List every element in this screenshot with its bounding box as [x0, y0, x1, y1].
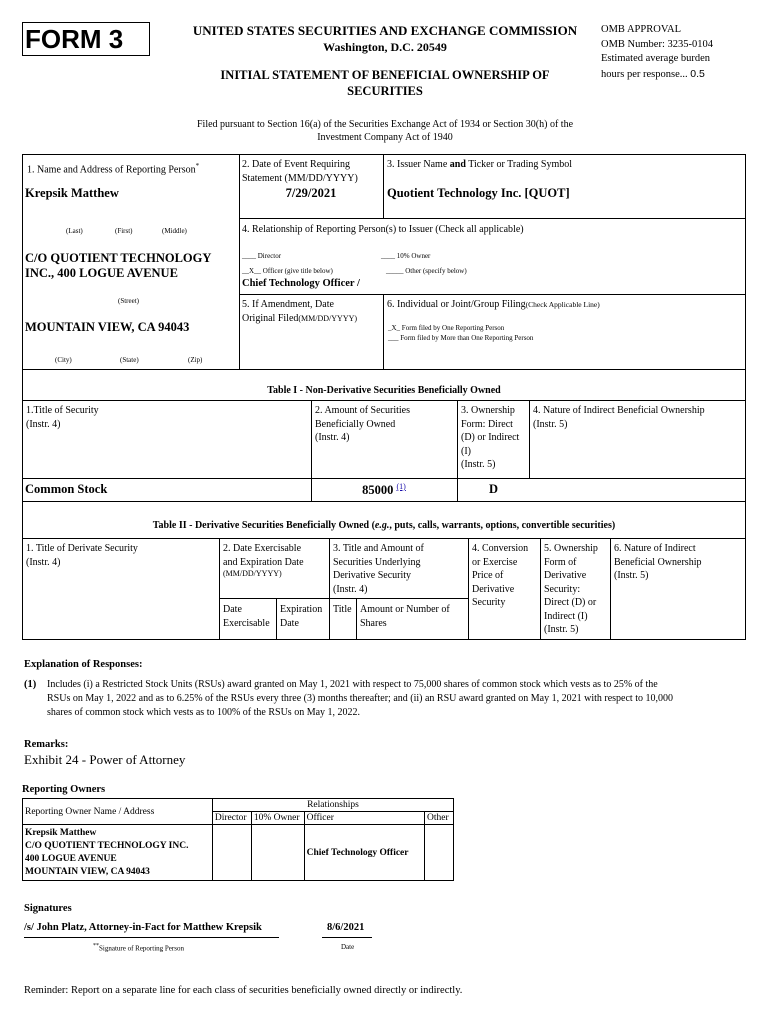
other-checkbox: _____ Other (specify below): [386, 267, 467, 275]
ro-owner-line3: 400 LOGUE AVENUE: [25, 853, 117, 864]
owner10-checkbox: ____ 10% Owner: [381, 252, 431, 260]
t2-col5-h1: 5. Ownership: [544, 543, 598, 554]
city-address: MOUNTAIN VIEW, CA 94043: [25, 320, 190, 334]
t2-col4-header: [469, 540, 540, 612]
ro-owner: [23, 825, 213, 881]
t1-col1-header: [23, 402, 308, 433]
city-label: (City): [55, 356, 72, 364]
group-filing-label: [384, 296, 744, 314]
date-label: Date: [341, 943, 355, 951]
issuer-label: [384, 156, 744, 174]
event-date-label: [239, 156, 383, 187]
ro-col-relationships: Relationships: [212, 799, 453, 812]
t2-col5-h7: (Instr. 5): [544, 624, 579, 635]
signature-label-text: Signature of Reporting Person: [99, 944, 184, 953]
t2-col5-h4: Security:: [544, 583, 581, 595]
signature-marker: **: [93, 943, 99, 949]
ro-col-name: Reporting Owner Name / Address: [23, 799, 213, 825]
form-title-line2: SECURITIES: [347, 84, 423, 98]
state-label: (State): [120, 356, 139, 364]
t2-col4-h1: 4. Conversion: [472, 543, 529, 554]
issuer-label-c: Ticker or Trading Symbol: [465, 159, 573, 170]
footnote-line3: shares of common stock which vests as to 100% of the RSUs on May 1, 2022.: [47, 707, 361, 718]
reminder-text: Reminder: Report on a separate line for each class of securities beneficially owned directly or indirectly.: [24, 985, 463, 996]
group-filing-label-small: (Check Applicable Line): [525, 300, 600, 309]
middle-label: (Middle): [162, 227, 187, 235]
t2-col4-h5: Security: [472, 597, 506, 608]
t2-col4-h4: Derivative: [472, 583, 515, 595]
t2-col3-h4: (Instr. 4): [333, 583, 368, 595]
signer-name: /s/ John Platz, Attorney-in-Fact for Matthew Krepsik: [24, 922, 262, 933]
group-one-person: _X_ Form filed by One Reporting Person: [388, 324, 505, 332]
street-address-line2: INC., 400 LOGUE AVENUE: [25, 266, 178, 280]
ro-officer-cell: Chief Technology Officer: [304, 825, 424, 881]
t2-col4-h2: or Exercise: [472, 556, 518, 568]
omb-burden-2: [601, 67, 761, 83]
t2-col6-header: [611, 540, 745, 585]
relationship-label: 4. Relationship of Reporting Person(s) to Issuer (Check all applicable): [242, 224, 524, 235]
t2-col3-header: [330, 540, 468, 598]
signatures-heading: Signatures: [24, 903, 72, 914]
omb-number: OMB Number: 3235-0104: [601, 38, 713, 50]
omb-title: OMB APPROVAL: [601, 24, 682, 35]
issuer-name-ticker: Quotient Technology Inc. [QUOT]: [387, 186, 570, 200]
t1-col2-h2: Beneficially Owned: [315, 418, 396, 430]
ro-owner10-cell: [251, 825, 304, 881]
divider: [239, 218, 746, 219]
t1-security-title: Common Stock: [25, 482, 108, 496]
t2-date-exercisable: [220, 601, 276, 632]
zip-label: (Zip): [188, 356, 203, 364]
table2-title-eg: e.g.: [374, 520, 390, 531]
officer-checkbox: __X__ Officer (give title below): [242, 267, 333, 275]
t1-col3-h1: 3. Ownership: [461, 405, 515, 416]
filed-line1: Filed pursuant to Section 16(a) of the Securities Exchange Act of 1934 or Section 30(h) of the: [196, 119, 574, 130]
t1-col2-h3: (Instr. 4): [315, 432, 350, 443]
t1-col3-h3: (D) or Indirect: [461, 432, 520, 443]
t2-col4-h3: Price of: [472, 570, 504, 581]
t2-date-exercisable-1: Date: [223, 604, 242, 615]
ro-owner-line1: Krepsik Matthew: [25, 827, 97, 838]
filed-line2: Investment Company Act of 1940: [317, 132, 453, 143]
name-marker: *: [195, 162, 200, 170]
amendment-label-1: 5. If Amendment, Date: [242, 299, 334, 310]
agency-name: UNITED STATES SECURITIES AND EXCHANGE COMMISSION: [192, 23, 578, 38]
officer-title: Chief Technology Officer /: [242, 278, 360, 289]
agency-location: Washington, D.C. 20549: [323, 40, 447, 54]
t2-col3-title: Title: [333, 604, 352, 615]
amendment-label-2: Original Filed: [242, 312, 299, 324]
remarks-text: Exhibit 24 - Power of Attorney: [24, 752, 186, 767]
t2-col1-h1: 1. Title of Derivate Security: [26, 543, 138, 554]
explanation-heading: Explanation of Responses:: [24, 659, 143, 670]
table1-title: Table I - Non-Derivative Securities Beneficially Owned: [267, 385, 501, 396]
t1-col3-h5: (Instr. 5): [461, 459, 496, 470]
amendment-label: [239, 296, 383, 327]
table2-title: [22, 520, 746, 531]
divider: [22, 400, 746, 401]
t2-col1-h2: (Instr. 4): [26, 556, 61, 568]
omb-burden-1: Estimated average burden: [601, 53, 711, 64]
t1-ownership-form: D: [488, 482, 499, 496]
t1-col2-header: [312, 402, 456, 447]
t2-col2-h1: 2. Date Exercisable: [223, 543, 302, 554]
t2-col3-amount: [357, 601, 468, 632]
omb-approval: [601, 23, 761, 82]
divider: [22, 538, 746, 539]
issuer-label-b: and: [449, 159, 466, 170]
t1-col1-h2: (Instr. 4): [26, 418, 61, 430]
ro-owner-line4: MOUNTAIN VIEW, CA 94043: [25, 866, 150, 877]
t2-col5-header: [541, 540, 610, 639]
t1-col3-h4: (I): [461, 445, 471, 457]
footnote-line1: Includes (i) a Restricted Stock Units (RSUs) award granted on May 1, 2021 with respect to 75,000 shares of common stock which vests as to 25% of the: [47, 679, 658, 690]
event-date-label-2: Statement (MM/DD/YYYY): [242, 172, 358, 184]
t2-col5-h6: Indirect (I): [544, 610, 588, 622]
event-date-value: 7/29/2021: [285, 186, 337, 200]
first-label: (First): [115, 227, 133, 235]
t1-col4-h2: (Instr. 5): [533, 418, 568, 430]
t1-amount-value: 85000: [362, 483, 394, 498]
footnote-number: (1): [24, 679, 37, 690]
issuer-label-a: 3. Issuer Name: [387, 159, 450, 170]
reporting-person-name: Krepsik Matthew: [25, 186, 119, 200]
t2-col3-amount-1: Amount or Number of: [360, 604, 450, 615]
t1-col4-h1: 4. Nature of Indirect Beneficial Ownership: [533, 405, 705, 416]
t1-col4-header: [530, 402, 745, 433]
t1-footnote-ref[interactable]: (1): [396, 482, 406, 491]
form-title-line1: INITIAL STATEMENT OF BENEFICIAL OWNERSHIP OF: [220, 68, 550, 82]
t2-col6-h2: Beneficial Ownership: [614, 556, 702, 568]
t2-col3-h1: 3. Title and Amount of: [333, 543, 424, 554]
t2-col3-h2: Securities Underlying: [333, 556, 421, 568]
table2-title-a: Table II - Derivative Securities Beneficially Owned (: [152, 520, 375, 531]
ro-director-cell: [212, 825, 251, 881]
t2-expiration-date-2: Date: [280, 617, 299, 629]
signature-date: 8/6/2021: [327, 922, 365, 933]
reporting-owners-heading: Reporting Owners: [22, 784, 106, 795]
t2-col5-h3: Derivative: [544, 570, 587, 581]
t2-expiration-date: [277, 601, 329, 632]
street-label: (Street): [118, 297, 139, 305]
signature-label: [93, 943, 184, 952]
date-line: [322, 937, 372, 938]
table-row: [23, 825, 454, 881]
ro-col-officer: Officer: [304, 812, 424, 825]
ro-col-director: Director: [212, 812, 251, 825]
group-more-persons: ___ Form filed by More than One Reporting Person: [388, 334, 534, 342]
form-label-box: [22, 22, 150, 56]
ro-col-owner10: 10% Owner: [251, 812, 304, 825]
t2-col6-h3: (Instr. 5): [614, 570, 649, 581]
divider: [22, 478, 746, 479]
omb-burden-value: 0.5: [690, 67, 705, 80]
name-label: [24, 160, 238, 179]
reporting-owners-table: [22, 798, 454, 881]
t2-col5-h2: Form of: [544, 556, 577, 568]
t1-col1-h1: 1.Title of Security: [26, 405, 99, 416]
t2-col3-amount-2: Shares: [360, 617, 387, 629]
t2-col6-h1: 6. Nature of Indirect: [614, 543, 696, 554]
ro-col-other: Other: [424, 812, 453, 825]
footnote-line2: RSUs on May 1, 2022 and as to 6.25% of the RSUs every three (3) months thereafter; and (ii) an RSU award granted on May 1, 2021 with respect to 10,000: [47, 693, 673, 704]
form-label: FORM 3: [25, 24, 124, 54]
t2-expiration-date-1: Expiration: [280, 604, 323, 615]
ro-owner-line2: C/O QUOTIENT TECHNOLOGY INC.: [25, 840, 189, 851]
ro-other-cell: [424, 825, 453, 881]
t2-col2-h2: and Expiration Date: [223, 556, 304, 568]
t2-col3-h3: Derivative Security: [333, 570, 412, 581]
remarks-heading: Remarks:: [24, 739, 69, 750]
t2-date-exercisable-2: Exercisable: [223, 617, 270, 629]
t2-col2-header: [220, 540, 328, 582]
director-checkbox: ____ Director: [242, 252, 282, 260]
t1-amount: [312, 482, 456, 498]
filed-pursuant: [130, 118, 640, 144]
footnote-text: [47, 678, 747, 720]
table2-title-b: , puts, calls, warrants, options, convertible securities): [389, 520, 616, 531]
t1-col3-header: [458, 402, 530, 474]
group-filing-label-text: 6. Individual or Joint/Group Filing: [387, 299, 526, 310]
t2-col1-header: [23, 540, 218, 571]
street-address-line1: C/O QUOTIENT TECHNOLOGY: [25, 251, 212, 265]
name-label-text: 1. Name and Address of Reporting Person: [27, 164, 196, 176]
signature-line: [24, 937, 279, 938]
amendment-label-3: (MM/DD/YYYY): [298, 313, 358, 323]
last-label: (Last): [66, 227, 83, 235]
t1-col2-h1: 2. Amount of Securities: [315, 405, 410, 416]
t2-col2-h3: (MM/DD/YYYY): [223, 569, 282, 578]
omb-burden-text: hours per response...: [601, 68, 688, 80]
t1-col3-h2: Form: Direct: [461, 418, 513, 430]
divider: [219, 598, 468, 599]
t2-col5-h5: Direct (D) or: [544, 597, 597, 608]
event-date-label-1: 2. Date of Event Requiring: [242, 159, 351, 170]
divider: [239, 294, 746, 295]
